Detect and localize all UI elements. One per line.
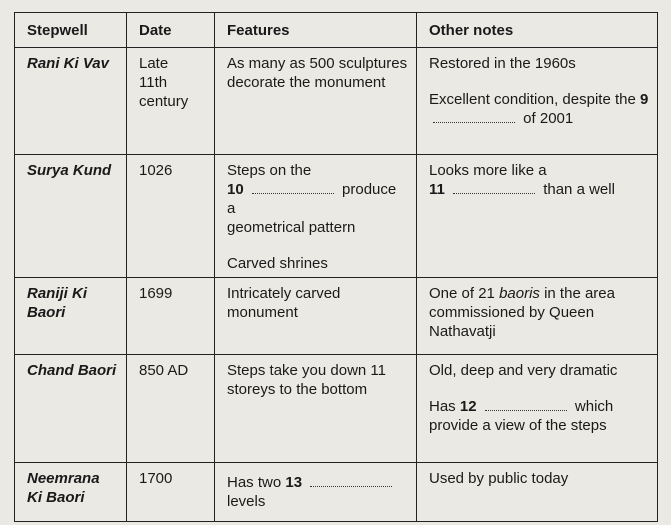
- table-row: [15, 278, 658, 355]
- features-cell: [215, 278, 417, 355]
- table-row: [15, 48, 658, 155]
- stepwell-name: Neemrana Ki Baori: [27, 470, 100, 506]
- notes-text: which provide a view of the steps: [429, 398, 614, 434]
- notes-cell: [417, 463, 658, 522]
- header-row: [15, 13, 658, 48]
- notes-text: Excellent condition, despite the: [429, 91, 636, 108]
- notes-text: than a well: [543, 181, 615, 198]
- notes-text: Old, deep and very dramatic: [429, 362, 618, 379]
- features-cell: [215, 355, 417, 463]
- notes-cell: [417, 355, 658, 463]
- answer-blank-9[interactable]: [433, 112, 515, 123]
- notes-text: Restored in the 1960s: [429, 55, 576, 72]
- table-row: [15, 463, 658, 522]
- stepwell-name: Rani Ki Vav: [27, 55, 109, 72]
- question-number: 12: [459, 398, 477, 415]
- answer-blank-13[interactable]: [310, 476, 392, 487]
- features-text: Carved shrines: [227, 255, 328, 272]
- table-row: [15, 155, 658, 278]
- date-cell: [127, 155, 215, 278]
- features-text: Steps on the: [227, 162, 312, 179]
- notes-cell: [417, 155, 658, 278]
- question-number: 11: [429, 181, 445, 198]
- features-text: Intricately carved monument: [227, 285, 341, 321]
- features-text: geometrical pattern: [227, 219, 356, 236]
- stepwell-name: Chand Baori: [27, 362, 117, 379]
- date-line: 1700: [139, 470, 173, 487]
- stepwell-cell: [15, 355, 127, 463]
- features-cell: [215, 48, 417, 155]
- notes-text: in the area commissioned by Queen Nathavatji: [429, 285, 615, 340]
- notes-cell: [417, 48, 658, 155]
- date-cell: [127, 355, 215, 463]
- stepwell-name: Surya Kund: [27, 162, 112, 179]
- answer-blank-11[interactable]: [453, 183, 535, 194]
- answer-blank-12[interactable]: [485, 400, 567, 411]
- header-features: Features: [215, 13, 417, 48]
- notes-text: Used by public today: [429, 470, 569, 487]
- question-number: 9: [639, 91, 649, 108]
- answer-blank-10[interactable]: [252, 183, 334, 194]
- date-cell: [127, 463, 215, 522]
- stepwell-name: Raniji Ki Baori: [27, 285, 88, 321]
- table-row: [15, 355, 658, 463]
- stepwell-cell: [15, 155, 127, 278]
- date-line: century: [139, 93, 189, 110]
- date-line: 1026: [139, 162, 173, 179]
- features-text: levels: [227, 493, 266, 510]
- date-line: 11th: [139, 74, 168, 91]
- date-cell: [127, 48, 215, 155]
- features-text: Has two: [227, 474, 282, 491]
- date-cell: [127, 278, 215, 355]
- stepwell-cell: [15, 48, 127, 155]
- notes-text: Looks more like a: [429, 162, 547, 179]
- notes-italic-term: baoris: [499, 285, 540, 302]
- features-text: Steps take you down 11 storeys to the bottom: [227, 362, 386, 398]
- features-cell: [215, 463, 417, 522]
- question-number: 13: [285, 474, 303, 491]
- notes-text: One of 21: [429, 285, 495, 302]
- features-cell: [215, 155, 417, 278]
- question-number: 10: [227, 181, 244, 198]
- stepwell-cell: [15, 463, 127, 522]
- notes-text: Has: [429, 398, 456, 415]
- features-text: As many as 500 sculptures decorate the monument: [227, 55, 408, 91]
- date-line: 850 AD: [139, 362, 189, 379]
- header-date: Date: [127, 13, 215, 48]
- date-line: Late: [139, 55, 169, 72]
- stepwell-cell: [15, 278, 127, 355]
- features-text: produce a: [227, 181, 397, 217]
- notes-cell: [417, 278, 658, 355]
- header-stepwell: Stepwell: [15, 13, 127, 48]
- stepwell-table: [14, 12, 658, 522]
- notes-text: of 2001: [523, 110, 574, 127]
- header-other-notes: Other notes: [417, 13, 658, 48]
- date-line: 1699: [139, 285, 173, 302]
